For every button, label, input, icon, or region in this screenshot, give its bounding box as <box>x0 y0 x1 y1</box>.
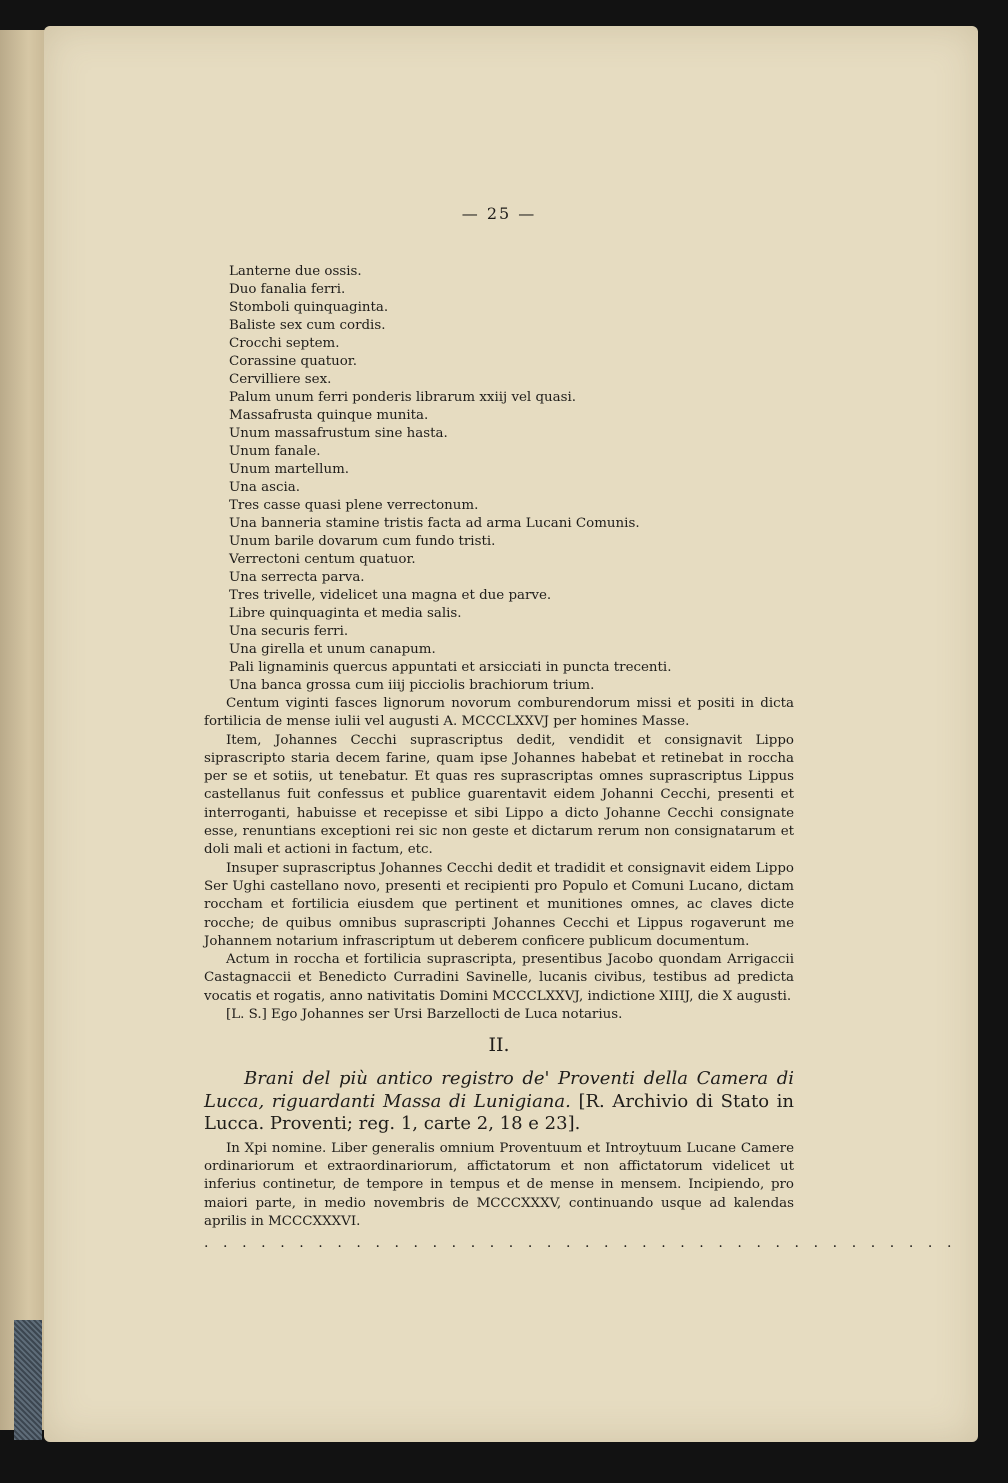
list-item: Libre quinquaginta et media salis. <box>229 606 462 621</box>
list-item: Duo fanalia ferri. <box>229 282 346 297</box>
paragraph: Item, Johannes Cecchi suprascriptus dedit, vendidit et consignavit Lippo siprascripto staria decem farine, quam ipse Johannes habebat et retinebat in roccha per se et sotiis, ut tenebatur. Et quas res suprascriptas omnes suprascriptus Lippus castellanus fuit confessus et publice guarentavit eidem Johanni Cecchi, presenti et interroganti, habuisse et recepisse et sibi Lippo a dicto Johanne Cecchi consignate esse, renuntians exceptioni rei sic non geste et dictarum rerum non consignatarum et doli mali et actioni in factum, etc. <box>204 732 794 858</box>
paragraph: [L. S.] Ego Johannes ser Ursi Barzellocti de Luca notarius. <box>226 1007 623 1023</box>
list-item: Unum fanale. <box>229 444 321 459</box>
page-number: — 25 — <box>461 204 537 223</box>
text-block <box>204 204 967 1252</box>
list-item: Unum martellum. <box>229 462 350 477</box>
list-item: Tres trivelle, videlicet una magna et due parve. <box>229 588 552 603</box>
list-item: Unum massafrustum sine hasta. <box>229 426 448 441</box>
section-intro <box>204 1068 794 1136</box>
paragraph: Insuper suprascriptus Johannes Cecchi dedit et tradidit et consignavit eidem Lippo Ser Ughi castellano novo, presenti et recipienti pro Populo et Comuni Lucano, dictam roccham et fortilicia eiusdem que pertinent et munitiones omnes, ac claves dicte rocche; de quibus omnibus suprascripti Johannes Cecchi et Lippus rogaverunt me Johannem notarium infrascriptum ut deberem conficere publicum documentum. <box>204 860 794 949</box>
list-item: Unum barile dovarum cum fundo tristi. <box>229 534 496 549</box>
list-item: Una banneria stamine tristis facta ad arma Lucani Comunis. <box>229 516 640 531</box>
list-item: Stomboli quinquaginta. <box>229 300 389 315</box>
list-item: Una serrecta parva. <box>229 570 365 585</box>
list-item: Tres casse quasi plene verrectonum. <box>229 498 479 513</box>
page-sheet <box>44 26 978 1442</box>
list-item: Cervilliere sex. <box>229 372 332 387</box>
list-item: Crocchi septem. <box>229 336 340 351</box>
list-item: Corassine quatuor. <box>229 354 357 369</box>
section-intro-title: Brani del più antico registro de' Proventi della Camera di Lucca, riguardanti Massa di Lunigiana. <box>204 1068 794 1112</box>
list-item: Pali lignaminis quercus appuntati et arsicciati in puncta trecenti. <box>229 660 672 675</box>
inventory-list <box>204 263 794 695</box>
paragraph: Centum viginti fasces lignorum novorum comburendorum missi et positi in dicta fortilicia de mense iulii vel augusti A. MCCCLXXVJ per homines Masse. <box>204 696 794 730</box>
section-intro-reference: [R. Archivio di Stato in Lucca. Proventi; reg. 1, carte 2, 18 e 23]. <box>204 1090 794 1135</box>
binding-cloth <box>14 1320 42 1440</box>
list-item: Una girella et unum canapum. <box>229 642 436 657</box>
ellipsis-line: ........................................ <box>204 1235 967 1252</box>
list-item: Una banca grossa cum iiij picciolis brachiorum trium. <box>229 678 595 693</box>
list-item: Una securis ferri. <box>229 624 349 639</box>
list-item: Baliste sex cum cordis. <box>229 318 386 333</box>
paragraph: Actum in roccha et fortilicia suprascripta, presentibus Jacobo quondam Arrigaccii Castagnaccii et Benedicto Curradini Savinelle, lucanis civibus, testibus ad predicta vocatis et rogatis, anno nativitatis Domini MCCCLXXVJ, indictione XIIIJ, die X augusti. <box>204 952 794 1004</box>
list-item: Palum unum ferri ponderis librarum xxiij vel quasi. <box>229 390 577 405</box>
list-item: Lanterne due ossis. <box>229 264 362 279</box>
final-paragraph: In Xpi nomine. Liber generalis omnium Proventuum et Introytuum Lucane Camere ordinariorum et extraordinariorum, affictatorum et non affictatorum videlicet ut inferius continetur, de tempore in tempus et de mense in mensem. Incipiendo, pro maiori parte, in medio novembris de MCCCXXXV, continuando usque ad kalendas aprilis in MCCCXXXVI. <box>204 1140 794 1230</box>
left-page-edge <box>0 30 48 1430</box>
list-item: Una ascia. <box>229 480 301 495</box>
list-item: Massafrusta quinque munita. <box>229 408 429 423</box>
list-item: Verrectoni centum quatuor. <box>229 552 416 567</box>
section-heading: II. <box>488 1034 510 1057</box>
